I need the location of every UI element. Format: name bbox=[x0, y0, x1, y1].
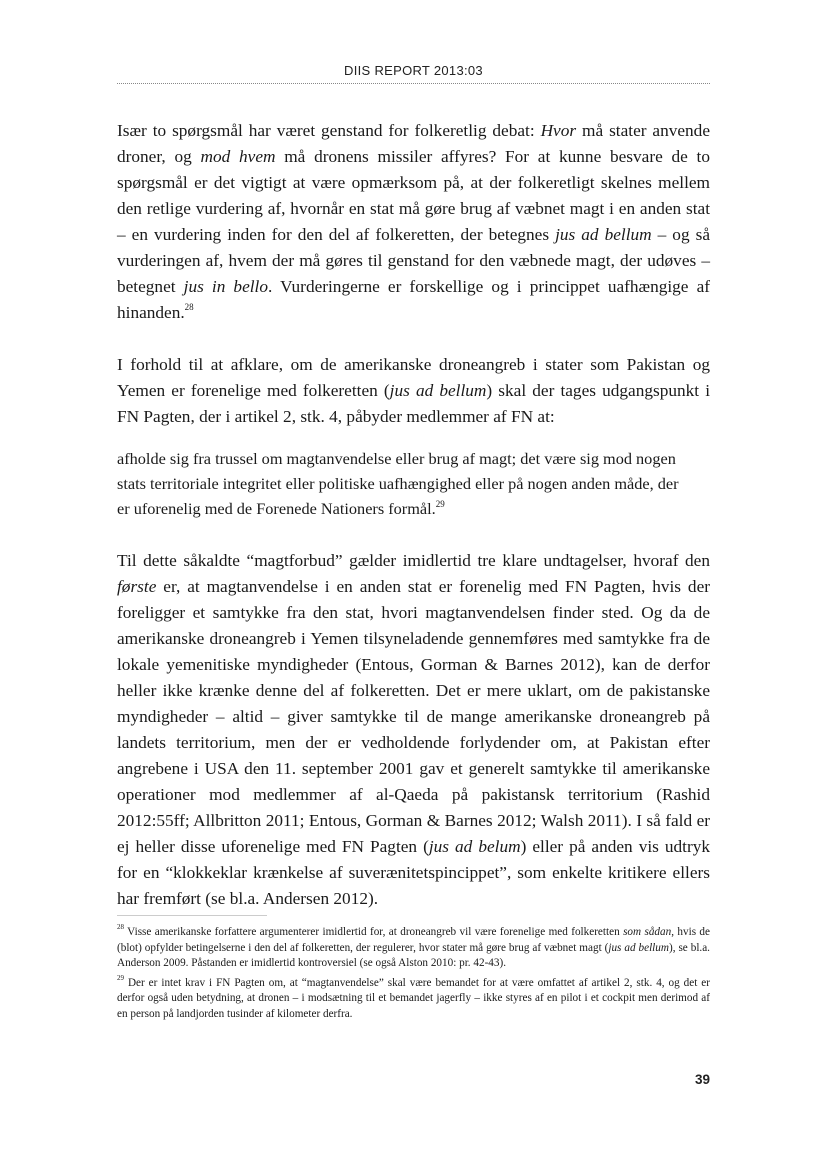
page-number: 39 bbox=[694, 1072, 710, 1087]
paragraph-gap bbox=[117, 326, 710, 352]
body-text bbox=[117, 118, 710, 912]
footnote-number: 28 bbox=[117, 923, 124, 932]
footnote-text: Visse amerikanske forfattere argumenterer imidlertid for, at droneangreb vil være forenelige med folkeretten bbox=[124, 926, 624, 938]
footnote-divider bbox=[117, 915, 267, 916]
footnotes bbox=[117, 925, 710, 1027]
emphasis: jus ad belum bbox=[428, 837, 521, 856]
block-quote bbox=[117, 446, 683, 521]
footnote-ref-28[interactable]: 28 bbox=[184, 302, 194, 313]
emphasis: jus ad bellum bbox=[389, 381, 487, 400]
footnote-28 bbox=[117, 925, 710, 972]
footnote-text: , hvis de (blot) opfylder betingelserne i den del af folkeretten, der regulerer, hvor stater må gøre brug af væbnet magt ( bbox=[117, 926, 710, 954]
footnote-29 bbox=[117, 976, 710, 1023]
footnote-ref-29[interactable]: 29 bbox=[435, 498, 445, 509]
emphasis: som sådan bbox=[623, 926, 672, 938]
footnote-text: ), se bl.a. Anderson 2009. Påstanden er imidlertid kontroversiel (se også Alston 2010: pr. 42-43). bbox=[117, 941, 710, 970]
paragraph-text: ) eller på anden vis udtryk for en “klokkeklar krænkelse af suverænitetspincippet”, som enkelte kritikere ellers har fremført (se bl.a. Andersen 2012). bbox=[117, 837, 710, 908]
paragraph-text: I forhold til at afklare, om de amerikanske droneangreb i stater som Pakistan og Yemen er forenelige med folkeretten ( bbox=[117, 355, 710, 400]
quote-text: afholde sig fra trussel om magtanvendelse eller brug af magt; det være sig mod nogen stats territoriale integritet eller politiske uafhængighed eller på nogen anden måde, der er uforenelig med de Forenede Nationers formål. bbox=[117, 449, 679, 518]
emphasis: første bbox=[117, 577, 157, 596]
paragraph-gap bbox=[117, 430, 710, 446]
paragraph-3 bbox=[117, 548, 710, 912]
paragraph-text: Især to spørgsmål har været genstand for folkeretlig debat: bbox=[117, 121, 541, 140]
running-header: DIIS REPORT 2013:03 bbox=[344, 63, 483, 78]
emphasis: mod hvem bbox=[200, 147, 276, 166]
paragraph-text: – og så vurderingen af, hvem der må gøres til genstand for den væbnede magt, der udøves – betegnet bbox=[117, 225, 711, 296]
paragraph-2 bbox=[117, 352, 710, 430]
paragraph-text: er, at magtanvendelse i en anden stat er forenelig med FN Pagten, hvis der foreligger et samtykke fra den stat, hvori magtanvendelsen finder sted. Og da de amerikanske droneangreb i Yemen tilsyneladende gennemføres med samtykke fra de lokale yemenitiske myndigheder (Entous, Gorman & Barnes 2012), kan de derfor heller ikke krænke denne del af folkeretten. Det er mere uklart, om de pakistanske myndigheder – altid – giver samtykke til de mange amerikanske droneangreb på landets territorium, men der er vedholdende forlydender om, at Pakistan efter angrebene i USA den 11. september 2001 gav et generelt samtykke til amerikanske operationer mod medlemmer af al-Qaeda på pakistansk territorium (Rashid 2012:55ff; Allbritton 2011; Entous, Gorman & Barnes 2012; Walsh 2011). I så fald er ej heller disse uforenelige med FN Pagten ( bbox=[117, 577, 710, 856]
emphasis: jus ad bellum bbox=[608, 941, 669, 954]
paragraph-gap bbox=[117, 521, 710, 548]
paragraph-text: . Vurderingerne er forskellige og i princippet uafhængige af hinanden. bbox=[117, 277, 710, 322]
emphasis: Hvor bbox=[540, 121, 577, 140]
paragraph-text: må dronens missiler affyres? For at kunne besvare de to spørgsmål er det vigtigt at være opmærksom på, at der folkeretligt skelnes mellem den retlige vurdering af, hvornår en stat må gøre brug af væbnet magt i en anden stat – en vurdering inden for den del af folkeretten, der betegnes bbox=[117, 147, 710, 244]
paragraph-text: Til dette såkaldte “magtforbud” gælder imidlertid tre klare undtagelser, hvoraf den bbox=[117, 551, 710, 570]
footnote-number: 29 bbox=[117, 974, 124, 983]
header-divider bbox=[117, 83, 710, 84]
emphasis: jus in bello bbox=[183, 277, 268, 296]
paragraph-text: ) skal der tages udgangspunkt i FN Pagten, der i artikel 2, stk. 4, påbyder medlemmer af FN at: bbox=[117, 381, 710, 426]
footnote-text: Der er intet krav i FN Pagten om, at “magtanvendelse” skal være bemandet for at være omfattet af artikel 2, stk. 4, og det er derfor også uden betydning, at dronen – i modsætning til et bemandet jagerfly – ikke styres af en pilot i et cockpit men derimod af en person på landjorden tusinder af kilometer derfra. bbox=[117, 976, 710, 1020]
paragraph-1 bbox=[117, 118, 710, 326]
emphasis: jus ad bellum bbox=[555, 225, 652, 244]
paragraph-text: må stater anvende droner, og bbox=[117, 121, 710, 166]
